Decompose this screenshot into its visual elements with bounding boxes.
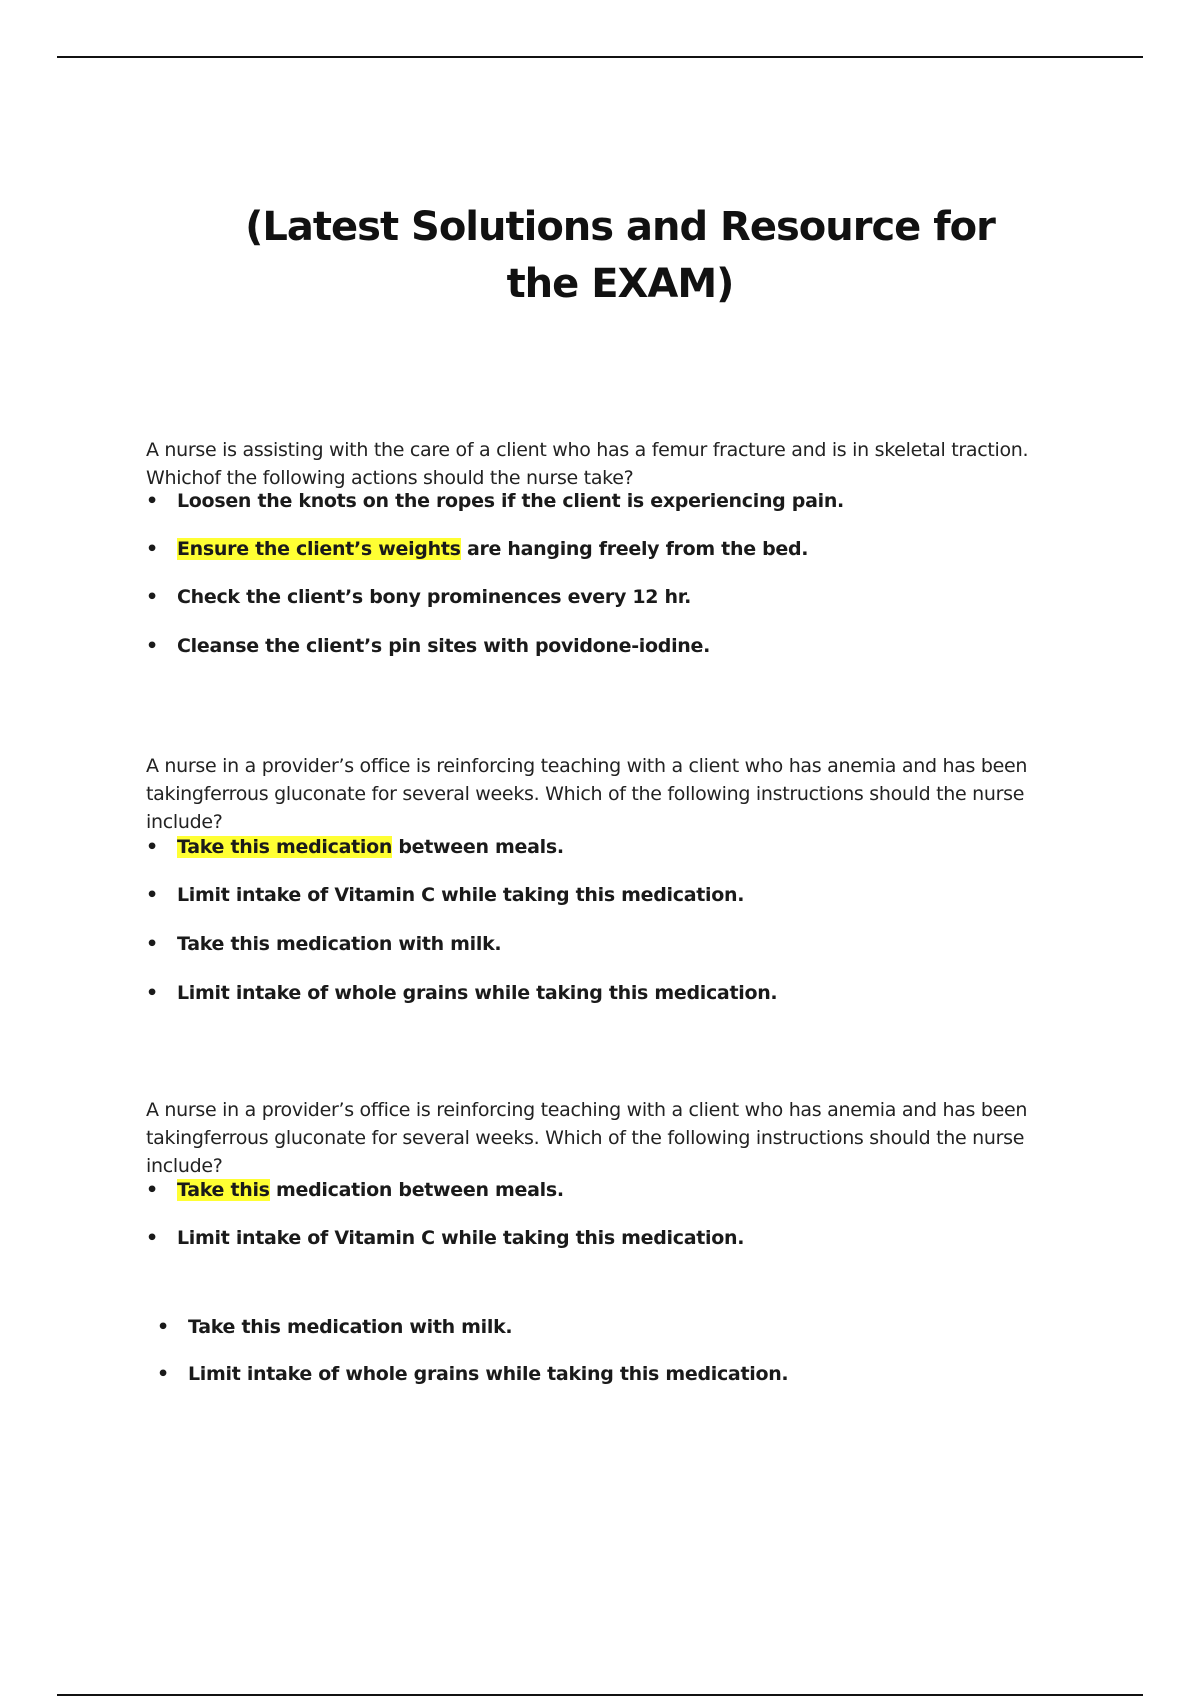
bullet-icon: •	[146, 1179, 158, 1201]
option-item	[157, 1361, 788, 1387]
option-item	[146, 931, 501, 957]
option-text: are hanging freely from the bed.	[460, 538, 809, 560]
bullet-icon: •	[146, 982, 158, 1004]
question-2-stem: A nurse in a provider’s office is reinforcing teaching with a client who has anemia and has been takingferrous gluconate for several weeks. Which of the following instructions should the nurse include?	[146, 755, 1028, 833]
option-item	[146, 1177, 564, 1203]
option-item	[146, 633, 710, 659]
bullet-icon: •	[146, 884, 158, 906]
option-item	[146, 882, 744, 908]
option-text: Take this medication with milk.	[177, 933, 502, 955]
option-text: Take this medication with milk.	[188, 1316, 513, 1338]
bullet-icon: •	[157, 1316, 169, 1338]
option-item	[146, 980, 777, 1006]
option-text: Limit intake of Vitamin C while taking this medication.	[177, 884, 745, 906]
option-text: Limit intake of whole grains while taking this medication.	[177, 982, 778, 1004]
footer-rule	[57, 1694, 1143, 1696]
bullet-icon: •	[157, 1363, 169, 1385]
highlighted-answer: Take this medication	[177, 836, 393, 858]
option-item	[146, 536, 808, 562]
option-item	[146, 488, 844, 514]
bullet-icon: •	[146, 933, 158, 955]
bullet-icon: •	[146, 586, 158, 608]
option-text: Cleanse the client’s pin sites with povidone-iodine.	[177, 635, 711, 657]
option-item	[146, 834, 564, 860]
document-title	[0, 199, 1200, 313]
bullet-icon: •	[146, 836, 158, 858]
option-text: between meals.	[392, 836, 564, 858]
option-text: medication between meals.	[269, 1179, 564, 1201]
option-item	[146, 1225, 744, 1251]
highlighted-answer: Take this	[177, 1179, 270, 1201]
highlighted-answer: Ensure the client’s weights	[177, 538, 461, 560]
option-text: Loosen the knots on the ropes if the client is experiencing pain.	[177, 490, 844, 512]
bullet-icon: •	[146, 538, 158, 560]
bullet-icon: •	[146, 490, 158, 512]
bullet-icon: •	[146, 1227, 158, 1249]
header-rule	[57, 56, 1143, 58]
option-text: Limit intake of Vitamin C while taking this medication.	[177, 1227, 745, 1249]
option-text: Limit intake of whole grains while taking this medication.	[188, 1363, 789, 1385]
option-item	[146, 584, 691, 610]
bullet-icon: •	[146, 635, 158, 657]
option-text: Check the client’s bony prominences every 12 hr.	[177, 586, 692, 608]
title-line-2: the EXAM)	[506, 260, 734, 307]
title-line-1: (Latest Solutions and Resource for	[245, 203, 995, 250]
question-3-stem: A nurse in a provider’s office is reinforcing teaching with a client who has anemia and has been takingferrous gluconate for several weeks. Which of the following instructions should the nurse include?	[146, 1099, 1028, 1177]
option-item	[157, 1314, 512, 1340]
question-1-stem: A nurse is assisting with the care of a client who has a femur fracture and is in skeletal traction. Whichof the following actions should the nurse take?	[146, 439, 1029, 489]
